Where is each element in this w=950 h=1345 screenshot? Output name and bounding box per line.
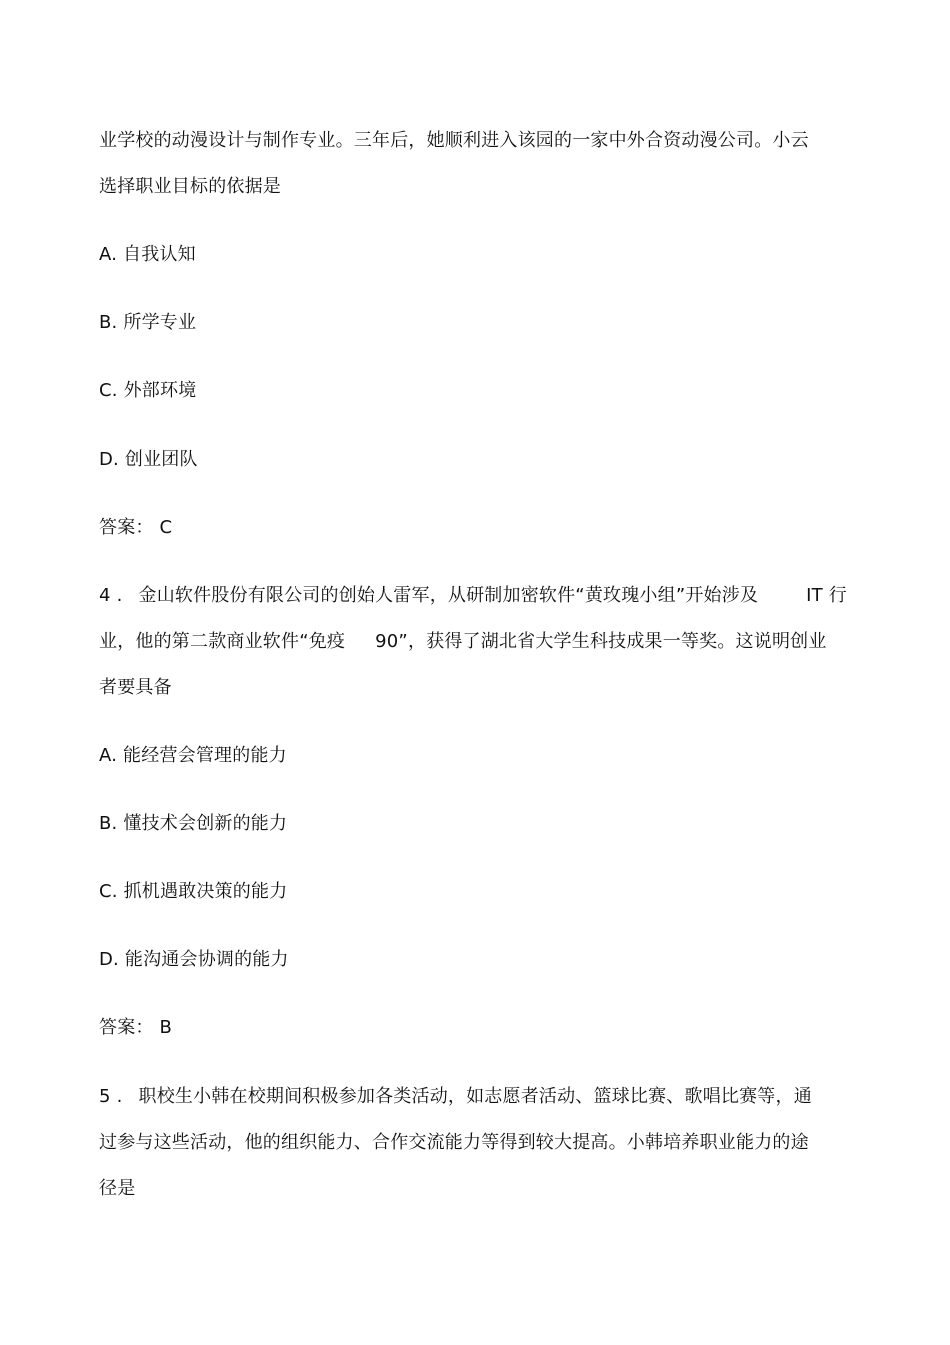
q3-option-c: C. 外部环境 <box>99 380 197 401</box>
q3-option-b: B. 所学专业 <box>99 312 197 333</box>
q5-stem-line-3: 径是 <box>99 1178 136 1199</box>
q4-stem-line-2-tail: 90”，获得了湖北省大学生科技成果一等奖。这说明创业 <box>375 631 827 652</box>
q4-option-c: C. 抓机遇敢决策的能力 <box>99 881 288 902</box>
q4-stem-line-1-text: 金山软件股份有限公司的创始人雷军，从研制加密软件“黄玫瑰小组”开始涉及 <box>138 585 759 606</box>
q4-stem-line-1 <box>99 584 847 608</box>
q5-number: 5 . <box>99 1086 123 1107</box>
q4-option-d: D. 能沟通会协调的能力 <box>99 949 289 970</box>
q4-number: 4 . <box>99 585 123 606</box>
q5-stem-line-1 <box>99 1085 812 1109</box>
q4-stem-line-2-text: 业，他的第二款商业软件“免疫 <box>99 631 346 652</box>
q5-stem-line-1-text: 职校生小韩在校期间积极参加各类活动，如志愿者活动、篮球比赛、歌唱比赛等，通 <box>138 1086 812 1107</box>
q5-stem-line-2: 过参与这些活动，他的组织能力、合作交流能力等得到较大提高。小韩培养职业能力的途 <box>99 1132 809 1153</box>
q3-stem-line-2: 选择职业目标的依据是 <box>99 176 281 197</box>
q4-stem-line-1-tail: IT 行 <box>806 585 847 606</box>
q3-option-a: A. 自我认知 <box>99 244 196 265</box>
q3-answer: 答案： C <box>99 517 173 538</box>
q3-stem-line-1: 业学校的动漫设计与制作专业。三年后，她顺利进入该园的一家中外合资动漫公司。小云 <box>99 130 809 151</box>
q4-answer: 答案： B <box>99 1017 173 1038</box>
q4-stem-line-2 <box>99 630 827 654</box>
q4-option-a: A. 能经营会管理的能力 <box>99 745 287 766</box>
q4-stem-line-3: 者要具备 <box>99 677 172 698</box>
q3-option-d: D. 创业团队 <box>99 449 198 470</box>
q4-option-b: B. 懂技术会创新的能力 <box>99 813 288 834</box>
